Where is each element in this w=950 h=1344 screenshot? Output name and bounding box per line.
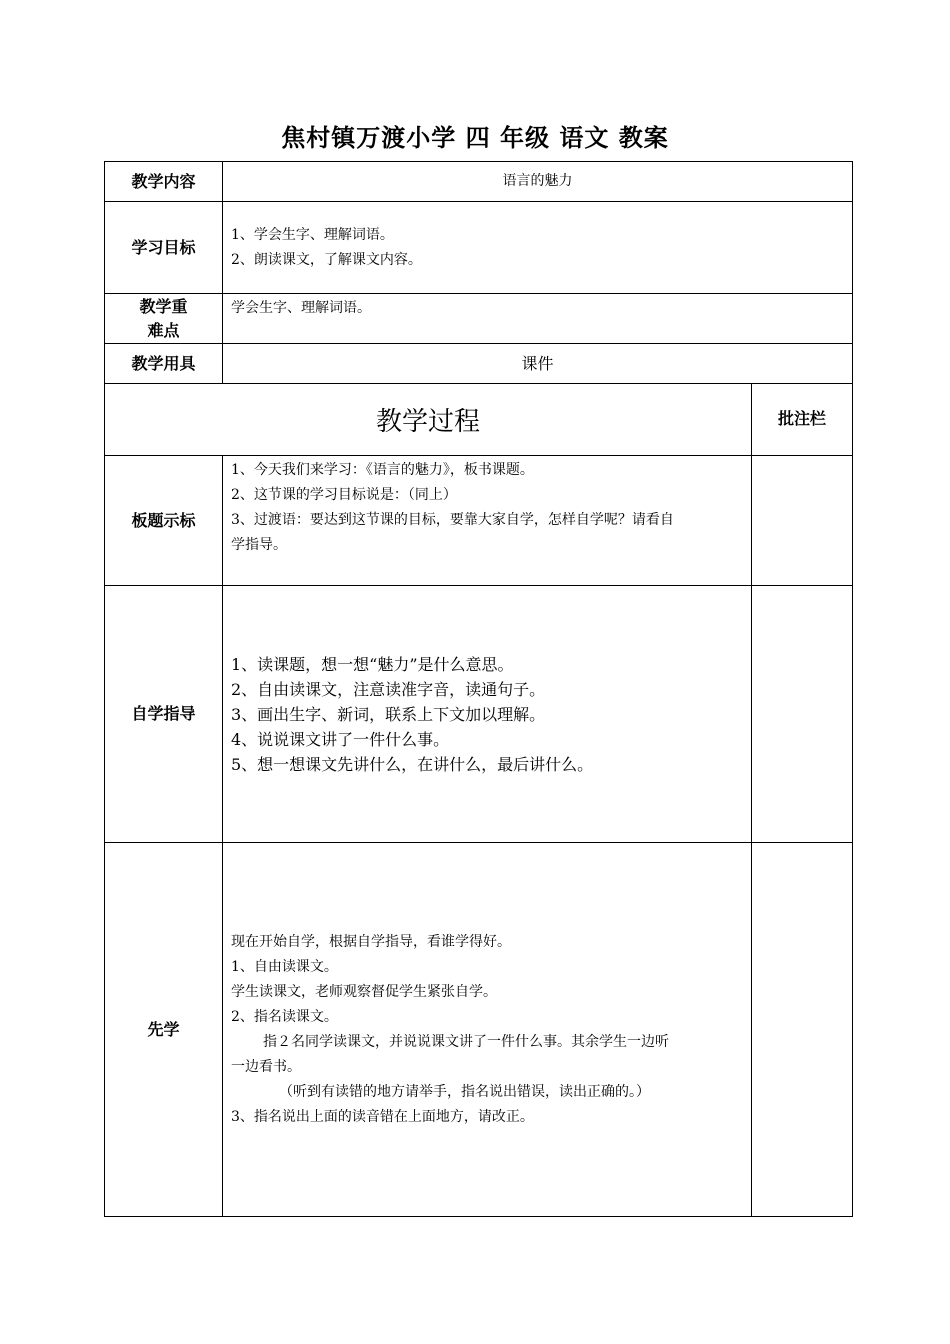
section-line: 一边看书。 <box>231 1058 301 1075</box>
label-goals: 学习目标 <box>105 202 223 294</box>
section-body <box>223 456 752 586</box>
section-line: 2、这节课的学习目标说是：（同上） <box>231 487 457 503</box>
notes-cell <box>752 456 853 586</box>
label-section: 先学 <box>105 843 223 1217</box>
label-tools: 教学用具 <box>105 344 223 384</box>
label-content: 教学内容 <box>105 162 223 202</box>
row-process-header <box>105 384 853 456</box>
label-focus <box>105 294 223 344</box>
section-line: 5、想一想课文先讲什么，在讲什么，最后讲什么。 <box>231 754 594 774</box>
section-line: 1、自由读课文。 <box>231 958 338 975</box>
value-tools: 课件 <box>223 344 853 384</box>
value-focus: 学会生字、理解词语。 <box>223 294 853 344</box>
section-line: 3、指名说出上面的读音错在上面地方，请改正。 <box>231 1108 534 1125</box>
section-body <box>223 843 752 1217</box>
value-content: 语言的魅力 <box>223 162 853 202</box>
section-line: 2、自由读课文，注意读准字音，读通句子。 <box>231 679 546 699</box>
section-line: （听到有读错的地方请举手，指名说出错误，读出正确的。） <box>279 1083 650 1100</box>
section-line: 1、今天我们来学习：《语言的魅力》，板书课题。 <box>231 462 534 478</box>
section-line: 学指导。 <box>231 537 287 553</box>
value-goals <box>223 202 853 294</box>
notes-cell <box>752 586 853 843</box>
label-focus-line: 教学重 <box>139 296 188 316</box>
notes-cell <box>752 843 853 1217</box>
row-goals <box>105 202 853 294</box>
label-section: 板题示标 <box>105 456 223 586</box>
goal-line: 2、朗读课文，了解课文内容。 <box>231 251 422 268</box>
notes-heading: 批注栏 <box>752 384 853 456</box>
page-title: 焦村镇万渡小学 四 年级 语文 教案 <box>281 124 669 152</box>
goal-line: 1、学会生字、理解词语。 <box>231 226 394 243</box>
row-tools <box>105 344 853 384</box>
row-focus <box>105 294 853 344</box>
section-line: 3、过渡语：要达到这节课的目标，要靠大家自学，怎样自学呢？请看自 <box>231 512 674 528</box>
label-section: 自学指导 <box>105 586 223 843</box>
section-line: 3、画出生字、新词，联系上下文加以理解。 <box>231 704 546 724</box>
section-line: 指２名同学读课文，并说说课文讲了一件什么事。其余学生一边听 <box>263 1033 669 1050</box>
row-content <box>105 162 853 202</box>
section-line: 4、说说课文讲了一件什么事。 <box>231 729 450 749</box>
section-line: 现在开始自学，根据自学指导，看谁学得好。 <box>231 933 511 950</box>
section-line: 2、指名读课文。 <box>231 1008 338 1025</box>
lesson-plan-table <box>104 161 853 1217</box>
row-section-prestudy <box>105 843 853 1217</box>
section-body <box>223 586 752 843</box>
row-section-board <box>105 456 853 586</box>
process-heading: 教学过程 <box>105 384 752 456</box>
label-focus-line: 难点 <box>147 320 180 340</box>
section-line: 学生读课文，老师观察督促学生紧张自学。 <box>231 983 497 1000</box>
row-section-guide <box>105 586 853 843</box>
section-line: 1、读课题，想一想“魅力”是什么意思。 <box>231 654 514 674</box>
